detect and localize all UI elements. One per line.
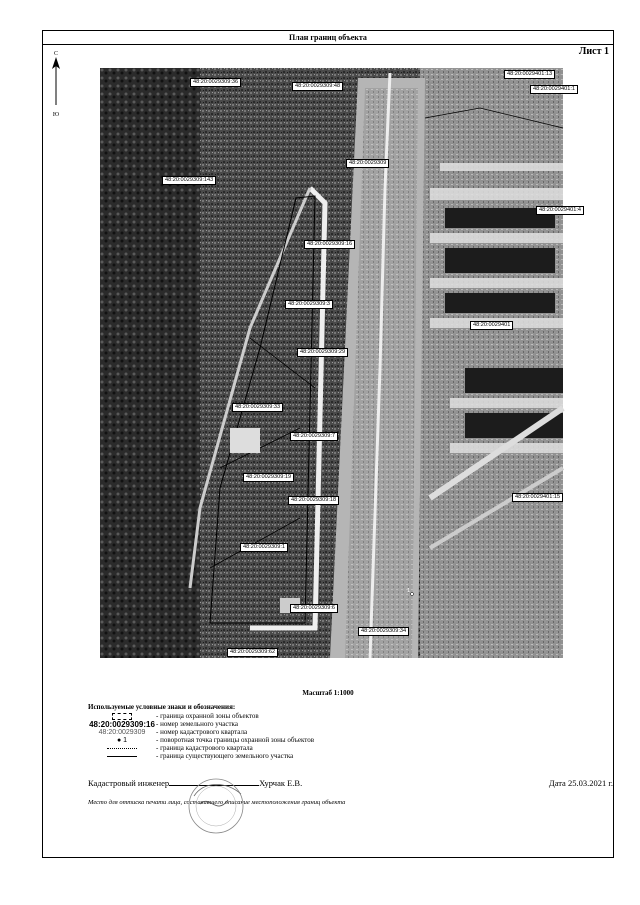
- document-date: Дата 25.03.2021 г.: [548, 778, 613, 788]
- legend: [88, 703, 314, 760]
- quarter-label: 48:20:0029401: [470, 321, 513, 330]
- parcel-label: 48:20:0029309:33: [232, 403, 283, 412]
- document-title: План границ объекта: [43, 31, 613, 45]
- aerial-map[interactable]: [100, 68, 581, 658]
- parcel-label: 48:20:0029309:7: [290, 432, 338, 441]
- turning-point-icon: ● 1: [116, 736, 128, 744]
- sheet-number: Лист 1: [578, 46, 609, 57]
- parcel-label: 48:20:0029309:16: [304, 240, 355, 249]
- svg-text:1: 1: [407, 588, 411, 594]
- parcel-label: 48:20:0029401:13: [504, 70, 555, 79]
- legend-item: - граница кадастрового квартала: [88, 744, 314, 752]
- stamp-note: Место для оттиска печати лица, составившего описание местоположения границ объекта: [88, 799, 346, 806]
- seal-stamp-icon: [186, 776, 246, 836]
- parcel-label: 48:20:0029309:1: [240, 543, 288, 552]
- parcel-boundary-symbol: [88, 756, 156, 757]
- parcel-label: 48:20:0029309:143: [162, 176, 216, 185]
- quarter-boundary-symbol: [88, 748, 156, 749]
- legend-title: Используемые условные знаки и обозначения:: [88, 703, 236, 711]
- legend-item: 48:20:0029309 - номер кадастрового квартала: [98, 728, 248, 736]
- legend-item: ● 1 - поворотная точка границы охранной зоны объектов: [88, 736, 314, 744]
- parcel-label: 48:20:0029309:3: [285, 300, 333, 309]
- north-arrow-icon: [50, 51, 62, 131]
- signature-line: [88, 778, 613, 788]
- parcel-label: 48:20:0029309:34: [358, 627, 409, 636]
- legend-item: - граница существующего земельного участка: [88, 752, 314, 760]
- parcel-label: 48:20:0029309:29: [297, 348, 348, 357]
- document-frame: [42, 30, 614, 858]
- map-scale: Масштаб 1:1000: [302, 689, 354, 697]
- parcel-label: 48:20:0029309:18: [288, 496, 339, 505]
- parcel-label: 48:20:0029401:1: [530, 85, 578, 94]
- parcel-label: 48:20:0029309:19: [243, 473, 294, 482]
- parcel-label: 48:20:0029309:48: [292, 82, 343, 91]
- legend-item: - граница охранной зоны объектов: [88, 712, 314, 720]
- engineer-role: Кадастровый инженер: [88, 778, 170, 788]
- engineer-name: Хурчак Е.В.: [259, 778, 303, 788]
- legend-item: 48:20:0029309:16 - номер земельного участка: [89, 719, 238, 729]
- parcel-label: 48:20:0029309:62: [227, 648, 278, 657]
- parcel-label: 48:20:0029309:36: [190, 78, 241, 87]
- parcel-label: 48:20:0029401:15: [512, 493, 563, 502]
- parcel-label: 48:20:0029401:4: [536, 206, 584, 215]
- parcel-label: 48:20:0029309:6: [290, 604, 338, 613]
- quarter-label: 48:20:0029309: [346, 159, 389, 168]
- zone-boundary-symbol: [88, 713, 156, 720]
- south-label: Ю: [52, 112, 60, 118]
- north-label: С: [53, 51, 58, 57]
